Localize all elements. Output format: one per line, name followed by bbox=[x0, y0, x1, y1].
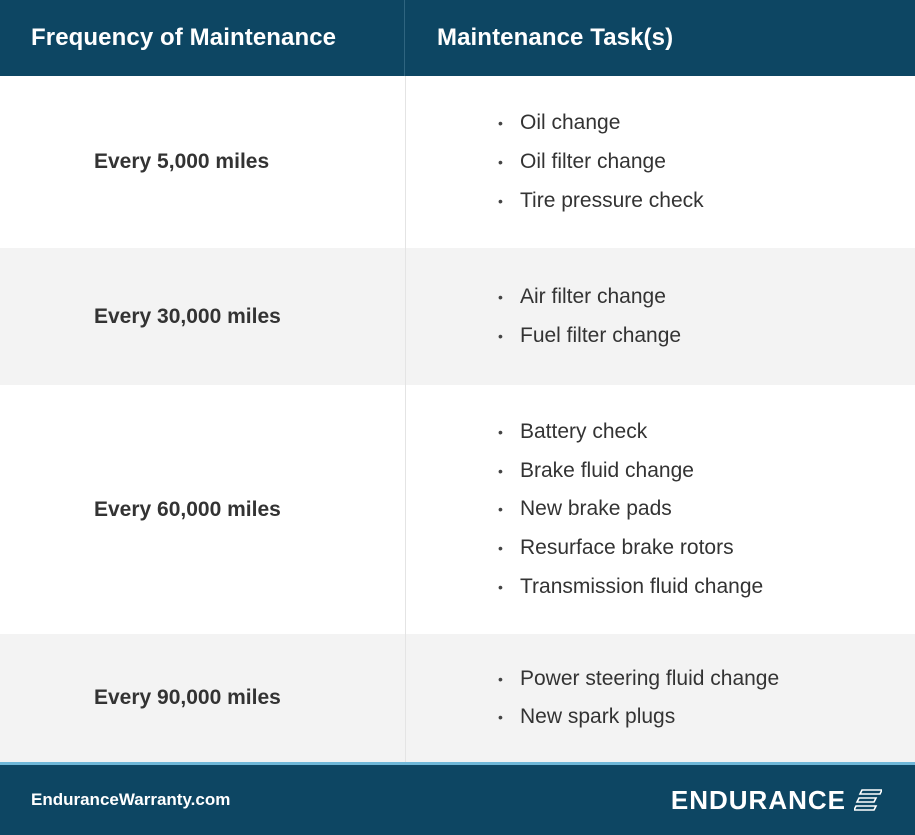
frequency-cell: Every 30,000 miles bbox=[0, 248, 406, 385]
tasks-cell bbox=[406, 634, 915, 762]
list-item bbox=[498, 568, 915, 607]
tasks-cell bbox=[406, 385, 915, 634]
bullet-icon: • bbox=[498, 540, 503, 557]
table-header bbox=[0, 0, 915, 76]
list-item bbox=[498, 659, 915, 698]
list-item bbox=[498, 317, 915, 356]
tasks-cell bbox=[406, 248, 915, 385]
table-row bbox=[0, 634, 915, 762]
task-label: Oil change bbox=[520, 111, 621, 135]
frequency-cell: Every 5,000 miles bbox=[0, 76, 406, 248]
bullet-icon: • bbox=[498, 289, 503, 306]
frequency-cell: Every 60,000 miles bbox=[0, 385, 406, 634]
bullet-icon: • bbox=[498, 423, 503, 440]
list-item bbox=[498, 529, 915, 568]
task-label: Transmission fluid change bbox=[520, 575, 764, 599]
table-row bbox=[0, 248, 915, 385]
task-label: Fuel filter change bbox=[520, 323, 682, 347]
bullet-icon: • bbox=[498, 670, 503, 687]
header-tasks: Maintenance Task(s) bbox=[437, 24, 674, 51]
task-label: Tire pressure check bbox=[520, 188, 704, 212]
list-item bbox=[498, 278, 915, 317]
task-label: New spark plugs bbox=[520, 705, 676, 729]
list-item bbox=[498, 181, 915, 220]
list-item bbox=[498, 143, 915, 182]
task-label: Air filter change bbox=[520, 285, 666, 309]
task-label: Brake fluid change bbox=[520, 458, 694, 482]
table-body bbox=[0, 76, 915, 762]
frequency-cell: Every 90,000 miles bbox=[0, 634, 406, 762]
table-row bbox=[0, 76, 915, 248]
bullet-icon: • bbox=[498, 327, 503, 344]
endurance-e-logo-icon bbox=[854, 789, 882, 811]
task-label: Resurface brake rotors bbox=[520, 536, 734, 560]
bullet-icon: • bbox=[498, 579, 503, 596]
header-frequency: Frequency of Maintenance bbox=[0, 0, 405, 76]
brand-logo bbox=[671, 765, 882, 835]
bullet-icon: • bbox=[498, 462, 503, 479]
bullet-icon: • bbox=[498, 192, 503, 209]
footer bbox=[0, 762, 915, 835]
bullet-icon: • bbox=[498, 115, 503, 132]
list-item bbox=[498, 490, 915, 529]
bullet-icon: • bbox=[498, 501, 503, 518]
task-label: Oil filter change bbox=[520, 149, 666, 173]
tasks-cell bbox=[406, 76, 915, 248]
bullet-icon: • bbox=[498, 153, 503, 170]
list-item bbox=[498, 698, 915, 737]
task-label: New brake pads bbox=[520, 497, 672, 521]
site-link[interactable]: EnduranceWarranty.com bbox=[31, 790, 231, 809]
bullet-icon: • bbox=[498, 709, 503, 726]
table-row bbox=[0, 385, 915, 634]
list-item bbox=[498, 451, 915, 490]
brand-wordmark: ENDURANCE bbox=[670, 784, 846, 815]
task-label: Battery check bbox=[520, 419, 648, 443]
list-item bbox=[498, 104, 915, 143]
list-item bbox=[498, 413, 915, 452]
task-label: Power steering fluid change bbox=[520, 666, 780, 690]
